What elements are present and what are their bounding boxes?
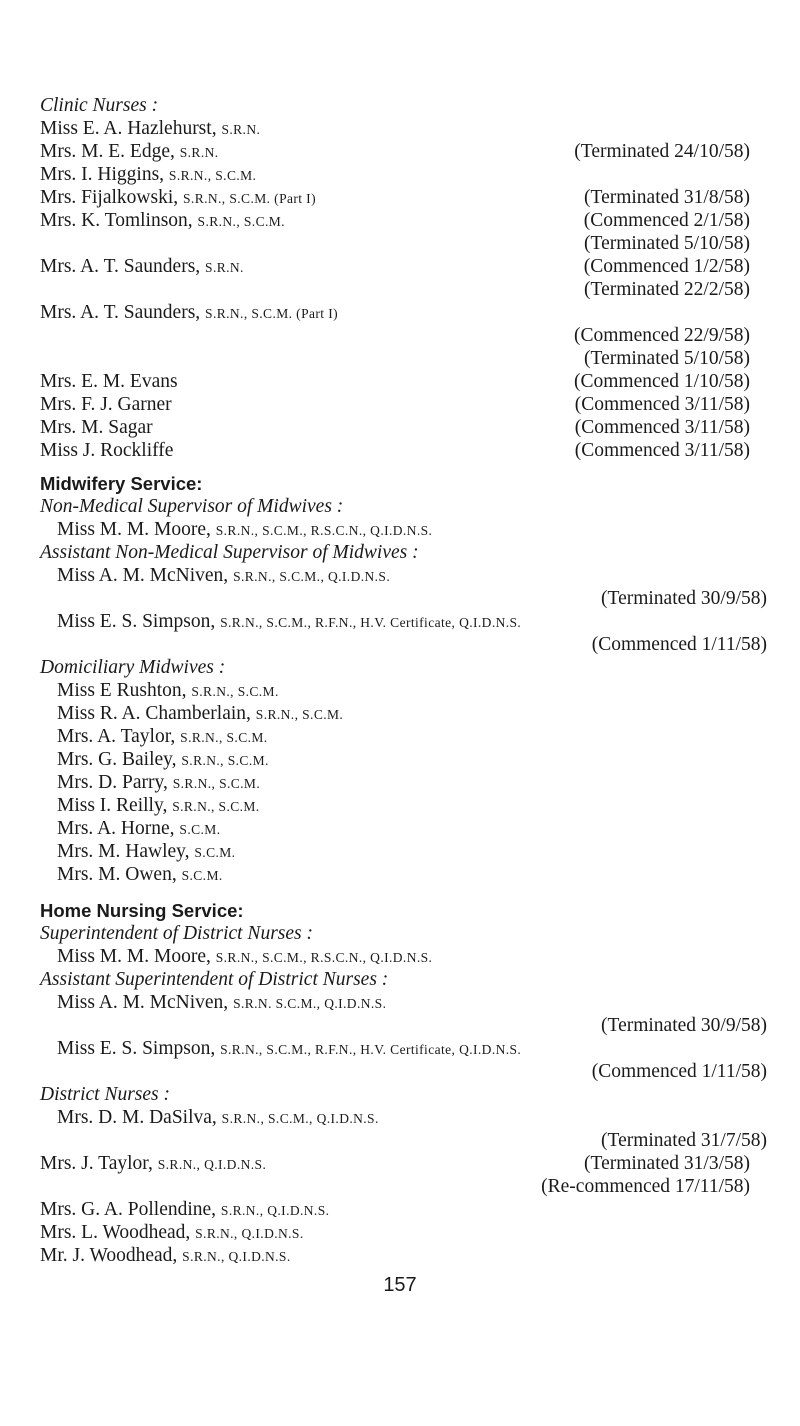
status-note: (Re-commenced 17/11/58) xyxy=(541,1176,750,1197)
status-note: (Commenced 1/10/58) xyxy=(573,371,750,392)
home-nursing-service-heading: Home Nursing Service: xyxy=(40,900,244,921)
nurse-qualifications: S.R.N., S.C.M., R.S.C.N., Q.I.D.N.S. xyxy=(215,950,433,965)
status-note: (Commenced 1/11/58) xyxy=(591,634,767,655)
status-note: (Terminated 31/7/58) xyxy=(601,1130,767,1151)
nurse-name: Mrs. A. T. Saunders, xyxy=(40,302,201,323)
nurse-name: Mrs. D. M. DaSilva, xyxy=(57,1107,217,1128)
nurse-name: Miss E. A. Hazlehurst, xyxy=(40,118,217,139)
nurse-name: Mrs. L. Woodhead, xyxy=(40,1222,191,1243)
list-item xyxy=(0,438,800,464)
nurse-name: Mrs. E. M. Evans xyxy=(40,371,178,392)
status-note: (Commenced 22/9/58) xyxy=(573,325,750,346)
nurse-name: Miss M. M. Moore, xyxy=(57,519,211,540)
nurse-qualifications: S.R.N., S.C.M., Q.I.D.N.S. xyxy=(233,569,391,584)
status-note: (Terminated 24/10/58) xyxy=(574,141,750,162)
nurse-qualifications: S.R.N., S.C.M. xyxy=(197,214,285,229)
nurse-qualifications: S.R.N., S.C.M., Q.I.D.N.S. xyxy=(221,1111,379,1126)
nurse-name: Mrs. G. A. Pollendine, xyxy=(40,1199,217,1220)
nurse-name: Miss E. S. Simpson, xyxy=(57,1038,216,1059)
nurse-qualifications: S.R.N., S.C.M. (Part I) xyxy=(205,306,338,321)
nurse-qualifications: S.R.N. xyxy=(221,122,261,137)
nurse-name: Mrs. G. Bailey, xyxy=(57,749,177,770)
nurse-qualifications: S.C.M. xyxy=(181,868,223,883)
nurse-qualifications: S.R.N., S.C.M., R.F.N., H.V. Certificate, Q.I.D.N.S. xyxy=(220,1042,522,1057)
status-note: (Commenced 3/11/58) xyxy=(574,417,750,438)
assistant-superintendent-heading: Assistant Superintendent of District Nurses : xyxy=(40,969,389,990)
nurse-qualifications: S.R.N., Q.I.D.N.S. xyxy=(220,1203,330,1218)
nurse-name: Mrs. F. J. Garner xyxy=(40,394,172,415)
nurse-qualifications: S.R.N., S.C.M. xyxy=(255,707,344,722)
nurse-qualifications: S.R.N., S.C.M. xyxy=(181,753,269,768)
nurse-name: Mrs. A. Taylor, xyxy=(57,726,176,747)
nurse-qualifications: S.R.N., S.C.M., R.F.N., H.V. Certificate, Q.I.D.N.S. xyxy=(220,615,522,630)
nurse-name: Miss I. Reilly, xyxy=(57,795,168,816)
nurse-name: Miss J. Rockliffe xyxy=(40,440,174,461)
nurse-name: Mrs. I. Higgins, xyxy=(40,164,165,185)
clinic-nurses-heading: Clinic Nurses : xyxy=(40,95,159,116)
nurse-qualifications: S.R.N., Q.I.D.N.S. xyxy=(182,1249,291,1264)
domiciliary-midwives-heading: Domiciliary Midwives : xyxy=(40,657,226,678)
status-note: (Commenced 3/11/58) xyxy=(574,440,750,461)
status-note: (Terminated 5/10/58) xyxy=(584,348,750,369)
midwifery-service-heading: Midwifery Service: xyxy=(40,473,203,494)
nurse-qualifications: S.R.N., S.C.M. xyxy=(172,799,260,814)
status-note: (Commenced 1/11/58) xyxy=(591,1061,767,1082)
nurse-name: Miss A. M. McNiven, xyxy=(57,565,229,586)
nurse-name: Miss E. S. Simpson, xyxy=(57,611,216,632)
nurse-qualifications: S.R.N. xyxy=(179,145,219,160)
nurse-name: Mrs. M. E. Edge, xyxy=(40,141,175,162)
nurse-name: Mrs. A. Horne, xyxy=(57,818,175,839)
status-note: (Commenced 2/1/58) xyxy=(583,210,750,231)
nurse-name: Mr. J. Woodhead, xyxy=(40,1245,178,1266)
superintendent-heading: Superintendent of District Nurses : xyxy=(40,923,313,944)
nurse-qualifications: S.R.N., S.C.M. xyxy=(180,730,268,745)
nurse-qualifications: S.R.N., S.C.M. (Part I) xyxy=(183,191,316,206)
nurse-qualifications: S.C.M. xyxy=(194,845,236,860)
nurse-name: Mrs. Fijalkowski, xyxy=(40,187,179,208)
nurse-qualifications: S.R.N., S.C.M., R.S.C.N., Q.I.D.N.S. xyxy=(215,523,433,538)
status-note: (Terminated 31/3/58) xyxy=(584,1153,750,1174)
status-note: (Terminated 5/10/58) xyxy=(584,233,750,254)
status-note: (Terminated 30/9/58) xyxy=(601,588,767,609)
status-note: (Terminated 30/9/58) xyxy=(601,1015,767,1036)
list-item xyxy=(0,1243,800,1269)
nurse-name: Mrs. M. Sagar xyxy=(40,417,153,438)
page-number: 157 xyxy=(383,1274,417,1296)
nurse-qualifications: S.R.N., Q.I.D.N.S. xyxy=(195,1226,304,1241)
status-note: (Terminated 31/8/58) xyxy=(584,187,750,208)
nurse-qualifications: S.R.N., S.C.M. xyxy=(172,776,261,791)
status-note: (Terminated 22/2/58) xyxy=(584,279,750,300)
nurse-qualifications: S.R.N. xyxy=(205,260,244,275)
district-nurses-heading: District Nurses : xyxy=(40,1084,171,1105)
nurse-qualifications: S.R.N., Q.I.D.N.S. xyxy=(157,1157,267,1172)
nurse-name: Mrs. J. Taylor, xyxy=(40,1153,153,1174)
status-note: (Commenced 1/2/58) xyxy=(583,256,750,277)
nurse-name: Miss E Rushton, xyxy=(57,680,187,701)
nurse-qualifications: S.R.N. S.C.M., Q.I.D.N.S. xyxy=(233,996,387,1011)
nurse-name: Miss R. A. Chamberlain, xyxy=(57,703,251,724)
nurse-name: Mrs. D. Parry, xyxy=(57,772,168,793)
list-item xyxy=(0,862,800,888)
nurse-qualifications: S.C.M. xyxy=(179,822,221,837)
nurse-name: Mrs. M. Owen, xyxy=(57,864,177,885)
nurse-name: Mrs. M. Hawley, xyxy=(57,841,190,862)
status-note: (Commenced 3/11/58) xyxy=(574,394,750,415)
assistant-supervisor-heading: Assistant Non-Medical Supervisor of Midwives : xyxy=(40,542,419,563)
nurse-name: Mrs. K. Tomlinson, xyxy=(40,210,193,231)
nurse-name: Mrs. A. T. Saunders, xyxy=(40,256,201,277)
nurse-qualifications: S.R.N., S.C.M. xyxy=(191,684,279,699)
nurse-name: Miss A. M. McNiven, xyxy=(57,992,229,1013)
nurse-qualifications: S.R.N., S.C.M. xyxy=(168,168,257,183)
nurse-name: Miss M. M. Moore, xyxy=(57,946,211,967)
supervisor-heading: Non-Medical Supervisor of Midwives : xyxy=(40,496,344,517)
